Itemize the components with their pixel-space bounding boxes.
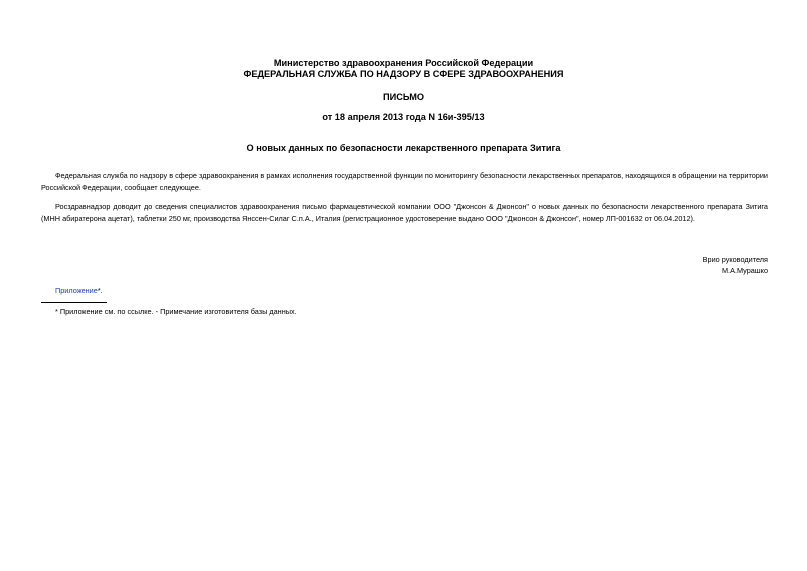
document-date-number: от 18 апреля 2013 года N 16и-395/13 bbox=[322, 112, 485, 122]
signature-name: М.А.Мурашко bbox=[721, 266, 768, 275]
appendix-marker: *. bbox=[97, 286, 103, 295]
footnote-text: * Приложение см. по ссылке. - Примечание изготовителя базы данных. bbox=[55, 307, 297, 316]
ministry-name: Министерство здравоохранения Российской Федерации bbox=[273, 58, 534, 68]
footnote-divider bbox=[41, 302, 107, 303]
appendix-line bbox=[55, 285, 103, 296]
document-type: ПИСЬМО bbox=[382, 92, 425, 102]
body-paragraph-2: Росздравнадзор доводит до сведения специалистов здравоохранения письмо фармацевтической компании ООО "Джонсон & Джонсон" о новых данных по безопасности лекарственного препарата Зитига (МНН абиратерона ацетат), таблетки 250 мг, производства Янссен-Силаг С.п.А., Италия (регистрационное удостоверение выдано ООО "Джонсон & Джонсон", номер ЛП-001632 от 06.04.2012). bbox=[41, 202, 768, 223]
service-name: ФЕДЕРАЛЬНАЯ СЛУЖБА ПО НАДЗОРУ В СФЕРЕ ЗДРАВООХРАНЕНИЯ bbox=[243, 69, 564, 79]
document-subject: О новых данных по безопасности лекарственного препарата Зитига bbox=[246, 143, 561, 153]
signature-title: Врио руководителя bbox=[702, 255, 768, 264]
appendix-link[interactable]: Приложение bbox=[55, 286, 98, 295]
body-paragraph-1: Федеральная служба по надзору в сфере здравоохранения в рамках исполнения государственной функции по мониторингу безопасности лекарственных препаратов, находящихся в обращении на территории Российской Федерации, сообщает следующее. bbox=[41, 171, 768, 192]
